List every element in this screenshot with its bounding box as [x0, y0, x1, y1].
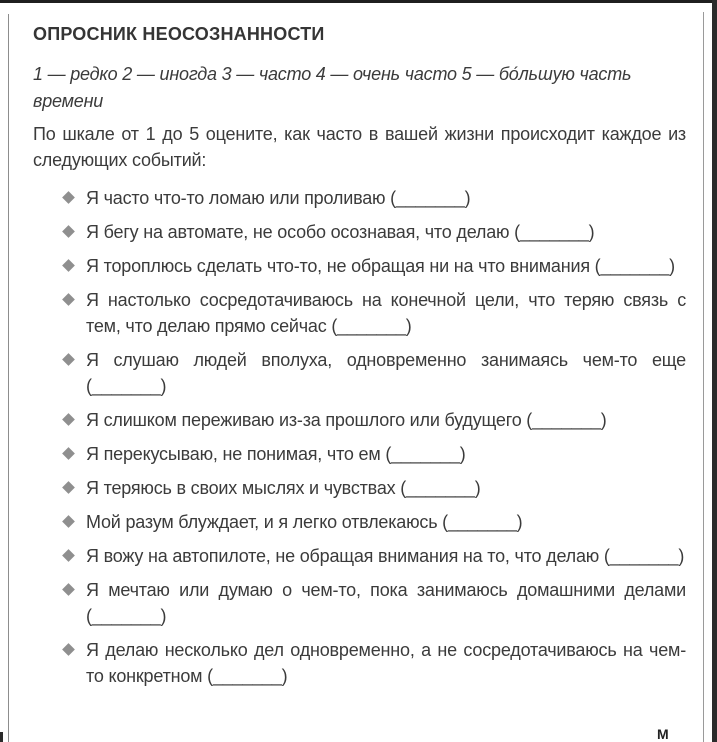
page-frame-right-inner-line	[703, 12, 704, 742]
list-item	[33, 441, 686, 467]
list-item	[33, 509, 686, 535]
page-marker: М	[657, 726, 669, 742]
diamond-bullet-icon	[62, 643, 75, 656]
list-item-text: Мой разум блуждает, и я легко отвлекаюсь (_______)	[86, 512, 523, 532]
diamond-bullet-icon	[62, 259, 75, 272]
list-item-text: Я слишком переживаю из-за прошлого или будущего (_______)	[86, 410, 607, 430]
page-title: ОПРОСНИК НЕОСОЗНАННОСТИ	[33, 24, 325, 44]
list-item	[33, 475, 686, 501]
list-item	[33, 543, 686, 569]
list-item	[33, 407, 686, 433]
diamond-bullet-icon	[62, 353, 75, 366]
list-item	[33, 219, 686, 245]
diamond-bullet-icon	[62, 447, 75, 460]
diamond-bullet-icon	[62, 549, 75, 562]
list-item-text: Я бегу на автомате, не особо осознавая, что делаю (_______)	[86, 222, 595, 242]
list-item	[33, 347, 686, 399]
list-item	[33, 185, 686, 211]
list-item-text: Я вожу на автопилоте, не обращая внимания на то, что делаю (_______)	[86, 546, 685, 566]
list-item-text: Я перекусываю, не понимая, что ем (_______)	[86, 444, 466, 464]
diamond-bullet-icon	[62, 515, 75, 528]
list-item-text: Я слушаю людей вполуха, одновременно занимаясь чем-то еще (_______)	[86, 350, 686, 396]
rating-scale-legend: 1 — редко 2 — иногда 3 — часто 4 — очень часто 5 — бо́льшую часть времени	[33, 64, 632, 111]
list-item-text: Я тороплюсь сделать что-то, не обращая ни на что внимания (_______)	[86, 256, 675, 276]
diamond-bullet-icon	[62, 481, 75, 494]
instruction-text: По шкале от 1 до 5 оцените, как часто в вашей жизни происходит каждое из следующих событий:	[33, 124, 686, 170]
list-item-text: Я делаю несколько дел одновременно, а не сосредотачиваюсь на чем-то конкретном (_______)	[86, 640, 686, 686]
page-frame-bottom-left-mark	[0, 732, 3, 742]
diamond-bullet-icon	[62, 583, 75, 596]
diamond-bullet-icon	[62, 225, 75, 238]
page-frame-top-edge	[0, 0, 717, 3]
list-item	[33, 577, 686, 629]
list-item	[33, 637, 686, 689]
questionnaire	[33, 24, 686, 689]
list-item-text: Я настолько сосредотачиваюсь на конечной цели, что теряю связь с тем, что делаю прямо сейчас (_______)	[86, 290, 686, 336]
list-item-text: Я теряюсь в своих мыслях и чувствах (_______)	[86, 478, 481, 498]
diamond-bullet-icon	[62, 293, 75, 306]
list-item	[33, 287, 686, 339]
diamond-bullet-icon	[62, 191, 75, 204]
page-frame-left-edge	[8, 14, 9, 742]
list-item-text: Я мечтаю или думаю о чем-то, пока занимаюсь домашними делами (_______)	[86, 580, 686, 626]
list-item	[33, 253, 686, 279]
questionnaire-list	[33, 185, 686, 689]
list-item-text: Я часто что-то ломаю или проливаю (_______)	[86, 188, 471, 208]
page-frame-right-edge	[712, 0, 717, 742]
diamond-bullet-icon	[62, 413, 75, 426]
